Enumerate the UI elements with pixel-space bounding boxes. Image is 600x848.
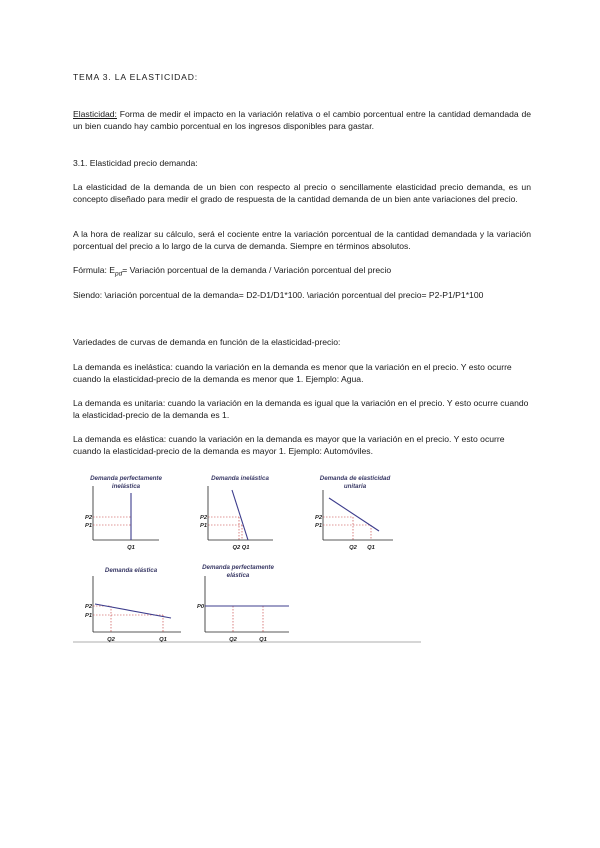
panel-title: Demanda perfectamente [202, 564, 274, 571]
tick-label: Q1 [127, 545, 135, 551]
paragraph-inelastica: La demanda es inelástica: cuando la variación en la demanda es menor que la variación en el precio. Y esto ocurre cuando la elasticidad-precio de la demanda es menor que 1. Ejemplo: Agua. [73, 362, 512, 385]
tick-label: Q1 [259, 637, 267, 643]
tick-label: P1 [315, 523, 323, 529]
panel-title: Demanda de elasticidad [319, 475, 391, 482]
definition-term: Elasticidad: [73, 109, 117, 119]
paragraph-calculation: A la hora de realizar su cálculo, será el cociente entre la variación porcentual de la cantidad demandada y la variación porcentual del precio a lo largo de la curva de demanda. Siempre en términos absolutos. [73, 229, 531, 252]
formula-subscript: pd [115, 270, 123, 278]
tick-label: Q2 Q1 [232, 545, 250, 551]
tick-label: Q1 [159, 637, 167, 643]
formula-prefix: Fórmula: E [73, 265, 116, 275]
paragraph-elastica: La demanda es elástica: cuando la variación en la demanda es mayor que la variación en el precio. Y esto ocurre cuando la elasticidad-precio de la demanda es mayor 1. Ejemplo: Automóviles. [73, 434, 505, 457]
definition-paragraph [73, 108, 531, 133]
tick-label: P2 [200, 515, 208, 521]
tick-label: Q2 [349, 545, 357, 551]
panel-title: inelástica [111, 483, 141, 490]
formula-line [73, 264, 531, 281]
panel-perfectly-inelastic [85, 475, 162, 551]
tick-label: P1 [85, 613, 93, 619]
panel-title: Demanda inelástica [211, 475, 269, 482]
panel-inelastic [200, 475, 273, 551]
definition-text: Forma de medir el impacto en la variación relativa o el cambio porcentual entre la cantidad demandada de un bien cuando hay cambio porcentual en los ingresos disponibles para gastar. [73, 109, 531, 132]
panel-elastic [85, 567, 181, 643]
tick-label: P0 [197, 604, 205, 610]
siendo-line: Siendo: \ariación porcentual de la demanda= D2-D1/D1*100. \ariación porcentual del precio= P2-P1/P1*100 [73, 290, 484, 300]
page-title: TEMA 3. LA ELASTICIDAD: [73, 72, 198, 82]
demand-curves-figure [73, 468, 421, 644]
panel-title: Demanda elástica [104, 567, 158, 574]
tick-label: P2 [315, 515, 323, 521]
panel-unit-elasticity [315, 475, 393, 551]
tick-label: P2 [85, 604, 93, 610]
tick-label: P1 [200, 523, 208, 529]
paragraph-definition-elasticity: La elasticidad de la demanda de un bien con respecto al precio o sencillamente elasticidad precio demanda, es un concepto diseñado para medir el grado de respuesta de la cantidad demanda de un bien ante variaciones del precio. [73, 182, 531, 205]
tick-label: Q2 [107, 637, 115, 643]
panel-title: Demanda perfectamente [90, 475, 162, 482]
tick-label: P1 [85, 523, 93, 529]
tick-label: Q1 [367, 545, 375, 551]
panel-title: unitaria [343, 483, 367, 490]
demand-curve [95, 604, 171, 618]
tick-label: P2 [85, 515, 93, 521]
panel-title: elástica [226, 572, 250, 579]
paragraph-unitaria: La demanda es unitaria: cuando la variación en la demanda es igual que la variación en el precio. Y esto ocurre cuando la elasticidad-precio de la demanda es 1. [73, 398, 529, 421]
formula-text: = Variación porcentual de la demanda / Variación porcentual del precio [122, 265, 392, 275]
panel-perfectly-elastic [197, 564, 289, 643]
demand-curve [329, 498, 379, 531]
varieties-heading: Variedades de curvas de demanda en función de la elasticidad-precio: [73, 337, 341, 347]
demand-curve [232, 490, 248, 540]
section-heading: 3.1. Elasticidad precio demanda: [73, 158, 198, 168]
tick-label: Q2 [229, 637, 237, 643]
